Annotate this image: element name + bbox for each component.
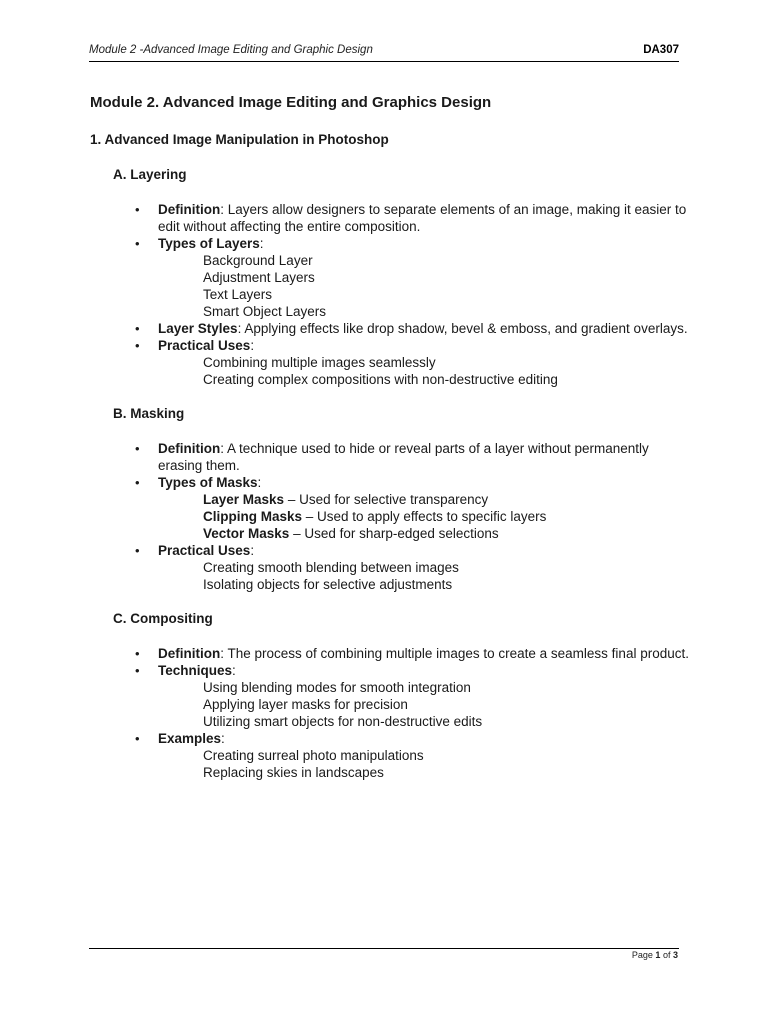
mask-name: Vector Masks: [203, 526, 290, 541]
term-colon: :: [232, 663, 236, 678]
list-item: [90, 662, 690, 730]
masking-list: [90, 440, 690, 593]
bullet-icon: •: [135, 663, 140, 678]
header-module-title: Module 2 -Advanced Image Editing and Graphic Design: [89, 44, 373, 56]
sublist-item: Utilizing smart objects for non-destructive edits: [203, 714, 483, 729]
term-label: Types of Masks: [158, 475, 258, 490]
examples-list: [158, 747, 690, 781]
compositing-list: [90, 645, 690, 781]
sublist-item: Text Layers: [203, 287, 273, 302]
sublist-item: Creating surreal photo manipulations: [203, 748, 424, 763]
term-colon: :: [257, 475, 262, 490]
bullet-icon: •: [135, 543, 140, 558]
mask-name: Clipping Masks: [203, 509, 303, 524]
term-label: Layer Styles: [158, 321, 238, 336]
list-item: [90, 730, 690, 781]
term-label: Definition: [158, 441, 221, 456]
document-title: Module 2. Advanced Image Editing and Graphics Design: [90, 94, 492, 111]
sublist-item: Creating smooth blending between images: [203, 560, 459, 575]
page-number: [632, 950, 678, 960]
mask-name: Layer Masks: [203, 492, 285, 507]
mask-desc: – Used to apply effects to specific layers: [302, 509, 547, 524]
header-course-code: DA307: [643, 44, 679, 56]
sublist-item: Using blending modes for smooth integration: [203, 680, 471, 695]
masking-uses-list: [158, 559, 690, 593]
sublist-item: Smart Object Layers: [203, 304, 327, 319]
list-item: [90, 440, 690, 474]
layer-types-list: [158, 252, 690, 320]
page-word: Page: [631, 950, 653, 960]
of-word: of: [662, 950, 671, 960]
bullet-icon: •: [135, 441, 140, 456]
subsection-heading-compositing: C. Compositing: [113, 611, 213, 626]
list-item: [90, 320, 690, 337]
mask-types-list: [158, 491, 690, 542]
term-colon: :: [250, 338, 255, 353]
term-text: : A technique used to hide or reveal parts of a layer without permanently erasing them.: [158, 441, 649, 473]
sublist-item: Replacing skies in landscapes: [203, 765, 384, 780]
mask-desc: – Used for sharp-edged selections: [289, 526, 499, 541]
total-pages: 3: [672, 950, 678, 960]
sublist-item: [158, 525, 690, 542]
term-text: : Layers allow designers to separate elements of an image, making it easier to edit without affecting the entire composition.: [158, 202, 687, 234]
list-item: [90, 474, 690, 542]
term-label: Types of Layers: [158, 236, 260, 251]
bullet-icon: •: [135, 321, 140, 336]
term-label: Practical Uses: [158, 543, 251, 558]
subsection-heading-layering: A. Layering: [113, 167, 187, 182]
bullet-icon: •: [135, 731, 140, 746]
subsection-heading-masking: B. Masking: [113, 406, 185, 421]
term-colon: :: [250, 543, 255, 558]
bullet-icon: •: [135, 475, 140, 490]
term-text: : Applying effects like drop shadow, bevel & emboss, and gradient overlays.: [237, 321, 688, 336]
list-item: [90, 645, 690, 662]
mask-desc: – Used for selective transparency: [284, 492, 489, 507]
footer-divider: [89, 948, 679, 949]
sublist-item: [158, 508, 690, 525]
term-label: Definition: [158, 646, 221, 661]
sublist-item: Background Layer: [203, 253, 313, 268]
term-label: Techniques: [158, 663, 233, 678]
term-label: Examples: [158, 731, 222, 746]
sublist-item: Creating complex compositions with non-destructive editing: [203, 372, 558, 387]
bullet-icon: •: [135, 338, 140, 353]
list-item: [90, 337, 690, 388]
term-colon: :: [221, 731, 225, 746]
sublist-item: Applying layer masks for precision: [203, 697, 408, 712]
term-text: : The process of combining multiple images to create a seamless final product.: [220, 646, 689, 661]
layering-list: [90, 201, 690, 388]
bullet-icon: •: [135, 236, 140, 251]
sublist-item: [158, 491, 690, 508]
sublist-item: Isolating objects for selective adjustments: [203, 577, 453, 592]
list-item: [90, 235, 690, 320]
techniques-list: [158, 679, 690, 730]
layering-uses-list: [158, 354, 690, 388]
term-colon: :: [259, 236, 264, 251]
bullet-icon: •: [135, 202, 140, 217]
term-label: Practical Uses: [158, 338, 251, 353]
list-item: [90, 542, 690, 593]
bullet-icon: •: [135, 646, 140, 661]
sublist-item: Adjustment Layers: [203, 270, 315, 285]
document-body: [90, 93, 690, 781]
page-header: [89, 44, 679, 62]
term-label: Definition: [158, 202, 221, 217]
current-page: 1: [655, 950, 661, 960]
sublist-item: Combining multiple images seamlessly: [203, 355, 436, 370]
section-heading: 1. Advanced Image Manipulation in Photoshop: [90, 132, 389, 147]
list-item: [90, 201, 690, 235]
